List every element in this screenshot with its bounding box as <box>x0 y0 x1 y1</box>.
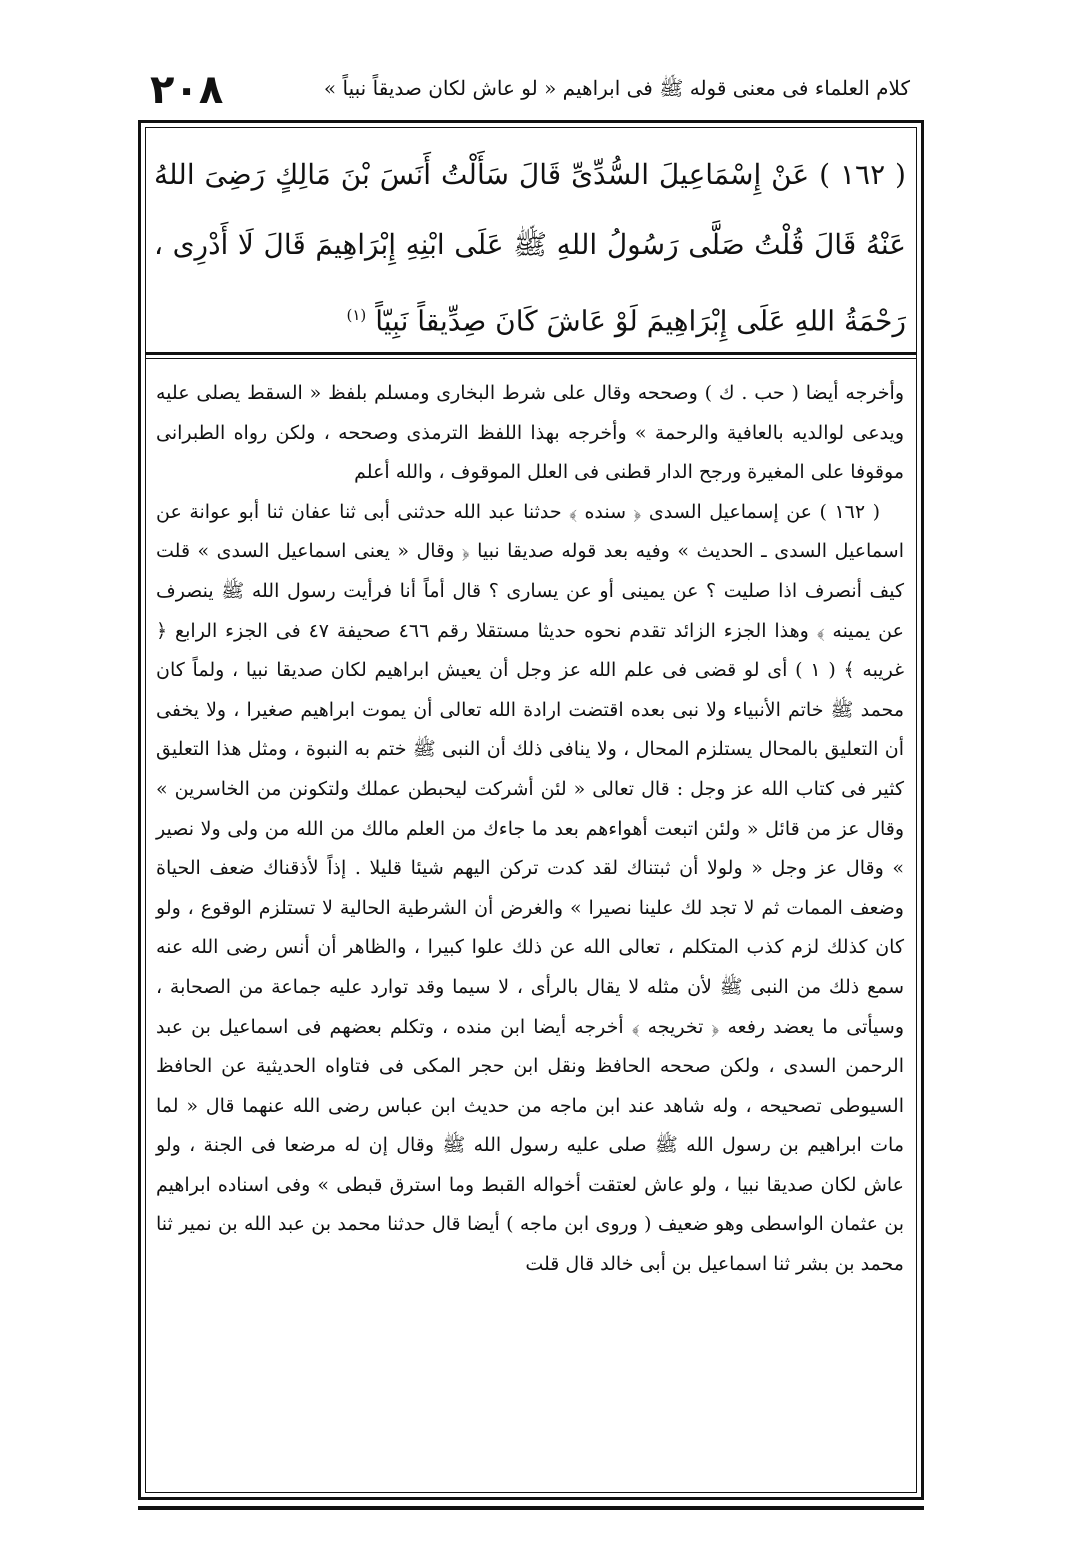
footnote-mark: (١) <box>346 306 367 324</box>
hadith-text-block <box>154 140 906 350</box>
running-title: كلام العلماء فى معنى قوله ﷺ فى ابراهيم « لو عاش لكان صديقاً نبياً » <box>323 75 910 100</box>
page-header <box>150 60 910 120</box>
section-separator-rule <box>146 352 916 359</box>
commentary-paragraph-2: ( ١٦٢ ) عن إسماعيل السدى ﴿ سنده ﴾ حدثنا عبد الله حدثنى أبى ثنا عفان ثنا أبو عوانة عن اسماعيل السدى ـ الحديث » وفيه بعد قوله صديقا نبيا ﴿ وقال « يعنى اسماعيل السدى » قلت كيف أنصرف اذا صليت ؟ عن يمينى أو عن يسارى ؟ قال أماً أنا فرأيت رسول الله ﷺ ينصرف عن يمينه ﴾ وهذا الجزء الزائد تقدم نحوه حديثا مستقلا رقم ٤٦٦ صحيفة ٤٧ فى الجزء الرابع ﴿ غريبه ﴾ ( ١ ) أى لو قضى فى علم الله عز وجل أن يعيش ابراهيم لكان صديقا نبيا ، ولماً كان محمد ﷺ خاتم الأنبياء ولا نبى بعده اقتضت ارادة الله تعالى أن يموت ابراهيم صغيرا ، ولا يخفى أن التعليق بالمحال يستلزم المحال ، ولا ينافى ذلك أن النبى ﷺ ختم به النبوة ، ومثل هذا التعليق كثير فى كتاب الله عز وجل : قال تعالى « لئن أشركت ليحبطن عملك ولتكونن من الخاسرين » وقال عز من قائل « ولئن اتبعت أهواءهم بعد ما جاءك من العلم مالك من الله من ولى ولا نصير » وقال عز وجل « ولولا أن ثبتناك لقد كدت تركن اليهم شيئا قليلا . إذاً لأذقناك ضعف الحياة وضعف الممات ثم لا تجد لك علينا نصيرا » والغرض أن الشرطية الحالية لا تستلزم الوقوع ، ولو كان كذلك لزم كذب المتكلم ، تعالى الله عن ذلك علوا كبيرا ، والظاهر أن أنس رضى الله عنه سمع ذلك من النبى ﷺ لأن مثله لا يقال بالرأى ، لا سيما وقد توارد عليه جماعة من الصحابة ، وسيأتى ما يعضد رفعه ﴿ تخريجه ﴾ أخرجه أيضا ابن منده ، وتكلم بعضهم فى اسماعيل بن عبد الرحمن السدى ، ولكن صححه الحافظ ونقل ابن حجر المكى فى فتاواه الحديثية عن الحافظ السيوطى تصحيحه ، وله شاهد عند ابن ماجه من حديث ابن عباس رضى الله عنهما قال « لما مات ابراهيم بن رسول الله ﷺ صلى عليه رسول الله ﷺ وقال إن له مرضعا فى الجنة ، ولو عاش لكان صديقا نبيا ، ولو عاش لعتقت أخواله القبط وما استرق قبطى » وفى اسناده ابراهيم بن عثمان الواسطى وهو ضعيف ( وروى ابن ماجه ) أيضا قال حدثنا محمد بن عبد الله بن نمير ثنا محمد بن بشر ثنا اسماعيل بن أبى خالد قال قلت <box>156 500 905 1276</box>
commentary-paragraph-1: وأخرجه أيضا ( حب . ك ) وصححه وقال على شرط البخارى ومسلم بلفظ « السقط يصلى عليه ويدعى لوالديه بالعافية والرحمة » وأخرجه بهذا اللفظ الترمذى وصححه ، ولكن رواه الطبرانى موقوفا على المغيرة ورجح الدار قطنى فى العلل الموقوف ، والله أعلم <box>156 382 904 484</box>
page-number: ٢٠٨ <box>150 67 224 113</box>
hadith-text: ( ١٦٢ ) عَنْ إِسْمَاعِيلَ السُّدِّىِّ قَالَ سَأَلْتُ أَنَسَ بْنَ مَالِكٍ رَضِىَ اللهُ عَنْهُ قَالَ قُلْتُ صَلَّى رَسُولُ اللهِ ﷺ عَلَى ابْنِهِ إِبْرَاهِيمَ قَالَ لَا أَدْرِى ، رَحْمَةُ اللهِ عَلَى إِبْرَاهِيمَ لَوْ عَاشَ كَانَ صِدِّيقاً نَبِيّاً <box>154 158 906 338</box>
commentary-block <box>156 374 904 1474</box>
bottom-rule <box>138 1506 924 1510</box>
